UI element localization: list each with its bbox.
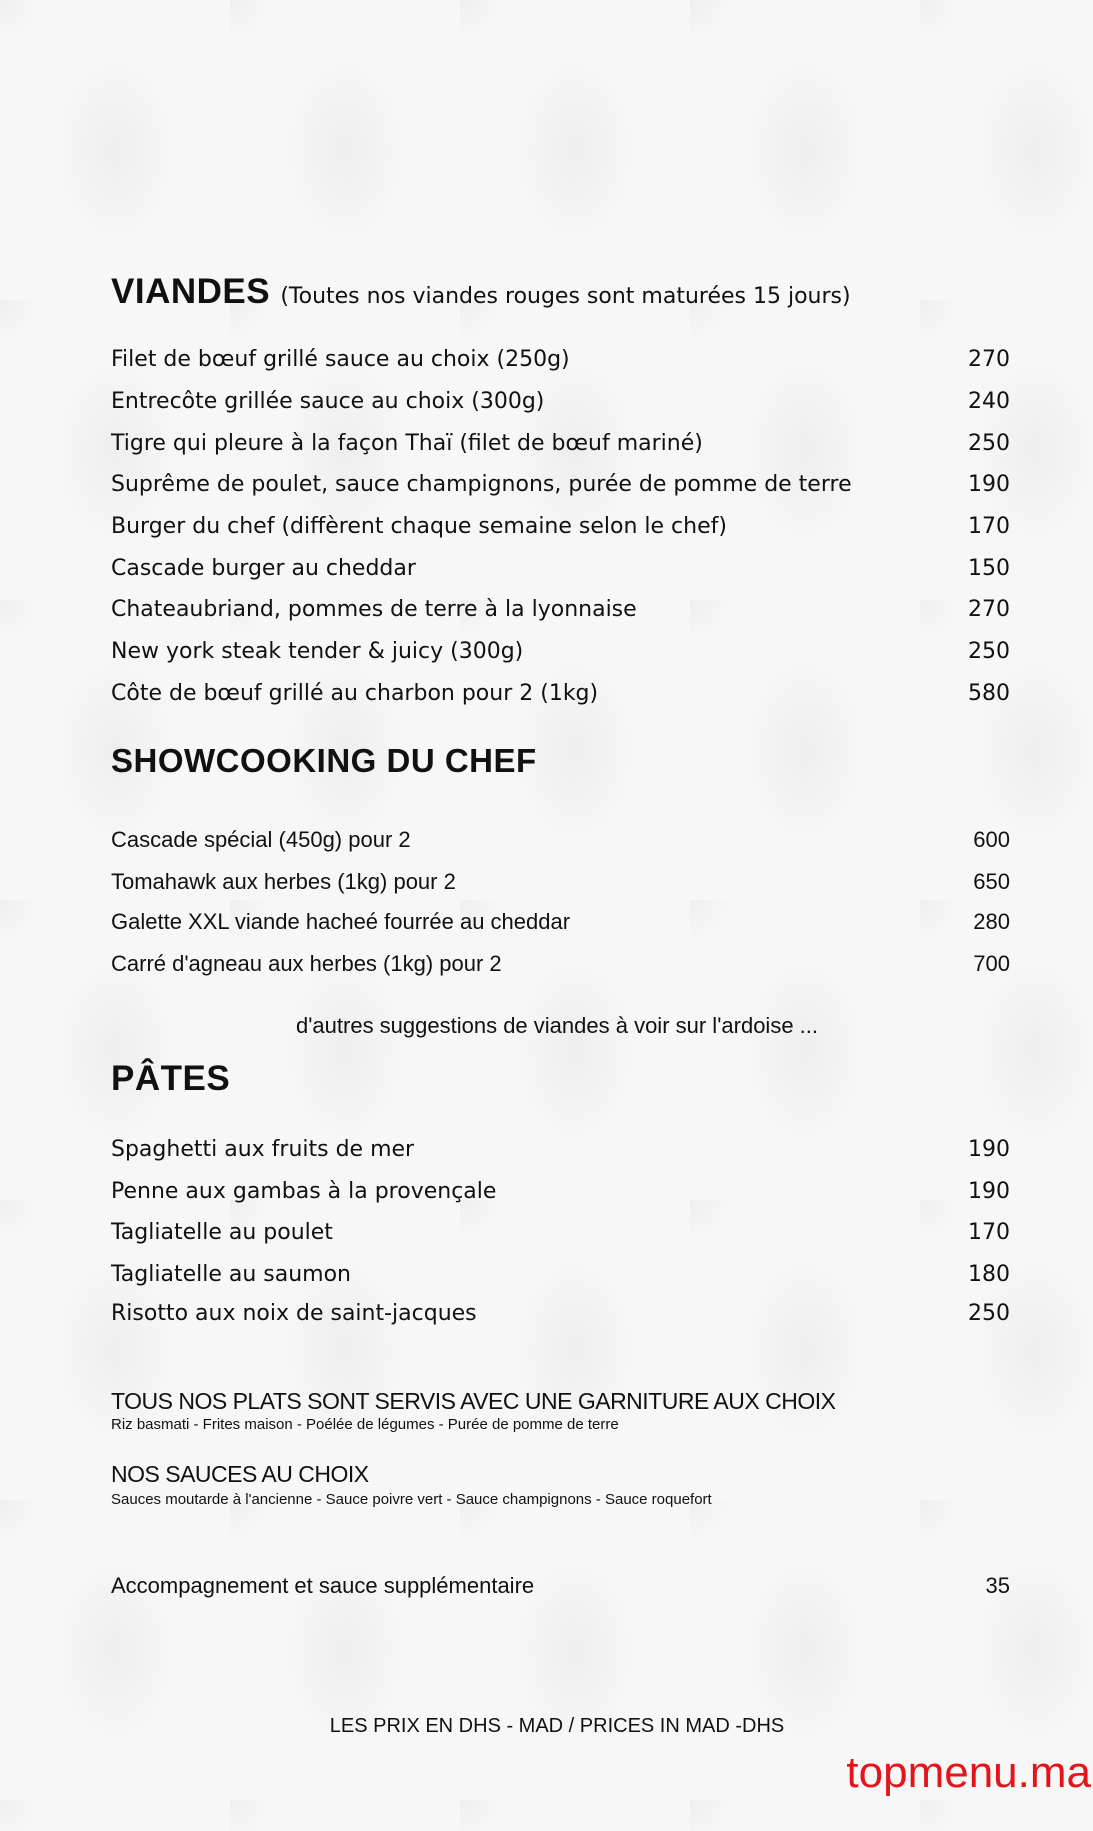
sauces-title: NOS SAUCES AU CHOIX (111, 1461, 369, 1487)
extra-item (111, 1573, 1010, 1603)
garniture-options: Riz basmati - Frites maison - Poélée de légumes - Purée de pomme de terre (111, 1416, 619, 1433)
item-price: 180 (968, 1262, 1010, 1287)
item-name: Tagliatelle au saumon (111, 1262, 352, 1287)
menu-item (111, 472, 1010, 502)
item-price: 580 (968, 681, 1010, 706)
item-price: 280 (973, 909, 1010, 934)
sauces-options: Sauces moutarde à l'ancienne - Sauce poivre vert - Sauce champignons - Sauce roquefort (111, 1491, 712, 1508)
item-price: 190 (968, 1179, 1010, 1204)
menu-item (111, 347, 1010, 377)
menu-item (111, 639, 1010, 669)
menu-item (111, 869, 1010, 899)
item-name: Tagliatelle au poulet (111, 1220, 333, 1245)
item-price: 650 (973, 869, 1010, 894)
item-price: 190 (968, 1137, 1010, 1162)
item-price: 250 (968, 639, 1010, 664)
item-price: 600 (973, 827, 1010, 852)
viandes-subtitle: (Toutes nos viandes rouges sont maturées 15 jours) (280, 284, 851, 309)
item-name: New york steak tender & juicy (300g) (111, 639, 524, 664)
menu-item (111, 909, 1010, 939)
menu-item (111, 389, 1010, 419)
item-price: 190 (968, 472, 1010, 497)
item-price: 700 (973, 951, 1010, 976)
item-name: Filet de bœuf grillé sauce au choix (250g) (111, 347, 570, 372)
menu-item (111, 951, 1010, 981)
item-price: 35 (985, 1573, 1010, 1598)
item-price: 270 (968, 597, 1010, 622)
menu-item (111, 1220, 1010, 1250)
menu-item (111, 431, 1010, 461)
menu-item (111, 1179, 1010, 1209)
item-price: 270 (968, 347, 1010, 372)
suggestions-note: d'autres suggestions de viandes à voir sur l'ardoise ... (295, 1013, 819, 1038)
item-name: Burger du chef (diffèrent chaque semaine selon le chef) (111, 514, 727, 539)
section-title-viandes: VIANDES (Toutes nos viandes rouges sont maturées 15 jours) (111, 272, 851, 311)
item-name: Cascade burger au cheddar (111, 556, 416, 581)
item-price: 250 (968, 431, 1010, 456)
watermark: topmenu.ma (846, 1748, 1091, 1797)
item-name: Chateaubriand, pommes de terre à la lyonnaise (111, 597, 637, 622)
garniture-title: TOUS NOS PLATS SONT SERVIS AVEC UNE GARNITURE AUX CHOIX (111, 1388, 836, 1414)
menu-item (111, 681, 1010, 711)
item-name: Tomahawk aux herbes (1kg) pour 2 (111, 869, 456, 894)
section-title-pates: PÂTES (111, 1059, 231, 1098)
item-name: Penne aux gambas à la provençale (111, 1179, 497, 1204)
menu-item (111, 597, 1010, 627)
item-price: 240 (968, 389, 1010, 414)
item-name: Entrecôte grillée sauce au choix (300g) (111, 389, 545, 414)
item-name: Carré d'agneau aux herbes (1kg) pour 2 (111, 951, 502, 976)
menu-item (111, 1301, 1010, 1331)
menu-item (111, 514, 1010, 544)
item-price: 170 (968, 1220, 1010, 1245)
item-name: Côte de bœuf grillé au charbon pour 2 (1kg) (111, 681, 599, 706)
item-name: Suprême de poulet, sauce champignons, purée de pomme de terre (111, 472, 852, 497)
menu-item (111, 827, 1010, 857)
item-price: 250 (968, 1301, 1010, 1326)
menu-item (111, 1262, 1010, 1292)
item-name: Risotto aux noix de saint-jacques (111, 1301, 477, 1326)
item-name: Tigre qui pleure à la façon Thaï (filet de bœuf mariné) (111, 431, 703, 456)
item-name: Galette XXL viande hacheé fourrée au cheddar (111, 909, 571, 934)
item-name: Cascade spécial (450g) pour 2 (111, 827, 411, 852)
menu-item (111, 556, 1010, 586)
item-price: 170 (968, 514, 1010, 539)
item-name: Spaghetti aux fruits de mer (111, 1137, 415, 1162)
item-price: 150 (968, 556, 1010, 581)
currency-note: LES PRIX EN DHS - MAD / PRICES IN MAD -DHS (329, 1715, 785, 1737)
menu-item (111, 1137, 1010, 1167)
section-title-showcooking: SHOWCOOKING DU CHEF (111, 742, 537, 779)
item-name: Accompagnement et sauce supplémentaire (111, 1573, 535, 1598)
